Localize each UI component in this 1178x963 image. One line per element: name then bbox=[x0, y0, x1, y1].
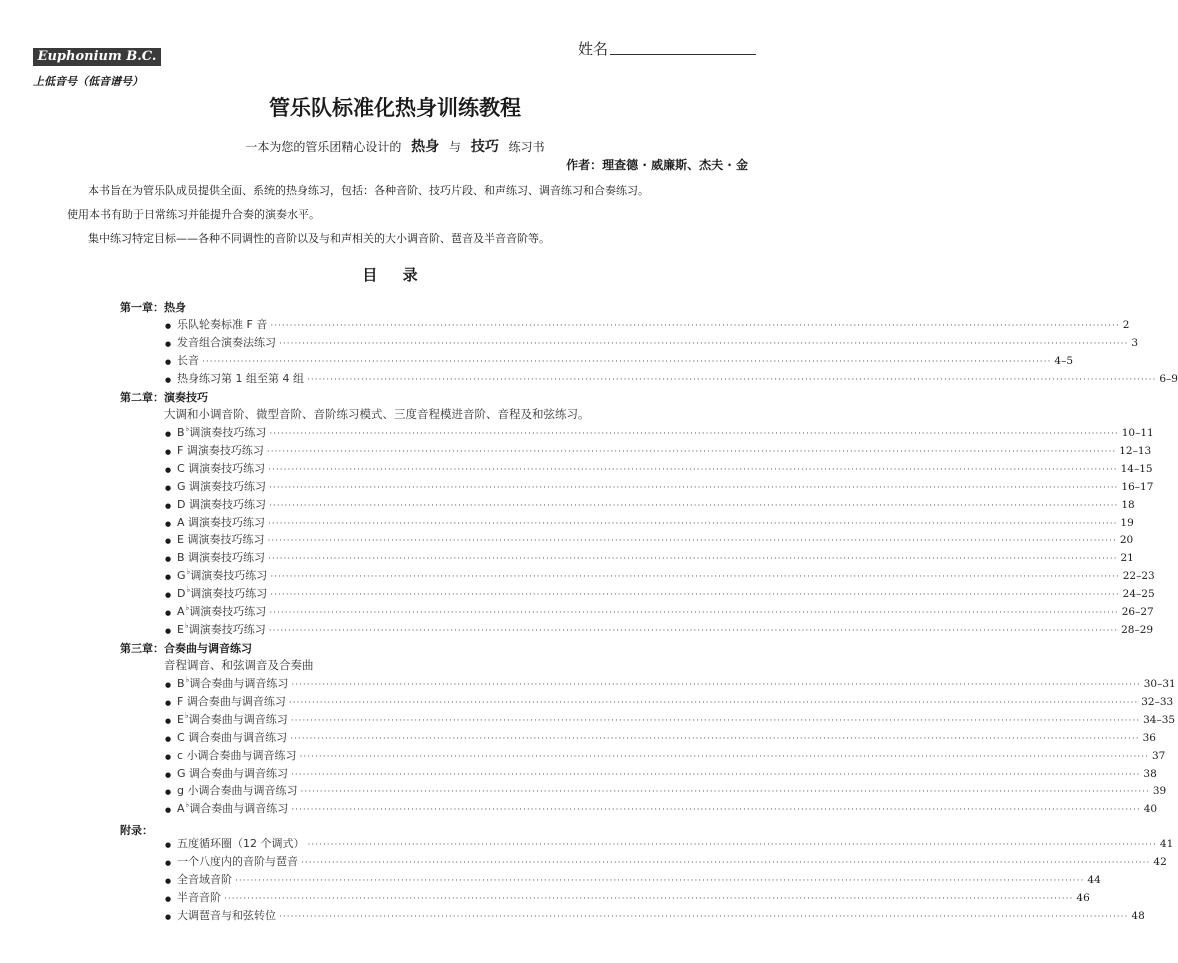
toc-entry-title bbox=[177, 531, 264, 547]
dot-leader: ···························································································································································································································· bbox=[270, 590, 1120, 601]
flat-sign-icon: ♭ bbox=[185, 603, 190, 612]
toc-entry-title bbox=[177, 907, 276, 923]
toc-entry[interactable] bbox=[165, 871, 1101, 887]
toc-page-number: 19 bbox=[1120, 516, 1134, 529]
flat-sign-icon: ♭ bbox=[184, 620, 189, 630]
subtitle-em-warmup: 热身 bbox=[411, 139, 440, 155]
toc-entry[interactable] bbox=[165, 693, 1174, 709]
dot-leader: ···························································································································································································································· bbox=[267, 536, 1117, 547]
bullet-icon: ● bbox=[165, 841, 172, 849]
flat-sign-icon: ♭ bbox=[185, 675, 190, 684]
toc-entry[interactable] bbox=[165, 531, 1134, 547]
bullet-icon: ● bbox=[165, 573, 172, 582]
toc-page-number: 16–17 bbox=[1121, 480, 1154, 493]
toc-entry-title bbox=[177, 496, 266, 512]
toc-entry[interactable] bbox=[165, 460, 1153, 476]
dot-leader: ···························································································································································································································· bbox=[299, 751, 1149, 762]
toc-entry-title bbox=[177, 765, 288, 781]
toc-entry-title bbox=[177, 460, 265, 476]
toc-entry-title bbox=[177, 800, 288, 816]
toc-entry-text: 乐队轮奏标准 F 音 bbox=[177, 318, 268, 331]
toc-entry-text: 调合奏曲与调音练习 bbox=[189, 766, 289, 780]
toc-entry[interactable] bbox=[165, 603, 1154, 619]
toc-page-number: 14–15 bbox=[1120, 462, 1153, 475]
key-letter: E bbox=[177, 622, 184, 636]
toc-page-number: 41 bbox=[1159, 838, 1174, 850]
subtitle-suffix: 练习书 bbox=[508, 140, 545, 154]
toc-entry-title bbox=[177, 693, 286, 709]
toc-entry-title bbox=[177, 889, 221, 905]
bullet-icon: ● bbox=[165, 519, 172, 528]
key-letter: F bbox=[177, 443, 184, 457]
toc-page-number: 12–13 bbox=[1119, 444, 1152, 457]
toc-entry-text: 小调合奏曲与调音练习 bbox=[187, 784, 298, 798]
subtitle-prefix: 一本为您的管乐团精心设计的 bbox=[245, 140, 402, 154]
toc-entry-title bbox=[177, 514, 265, 530]
bullet-icon: ● bbox=[165, 752, 172, 761]
toc-entry[interactable] bbox=[165, 620, 1154, 637]
toc-entry-text: 调演奏技巧练习 bbox=[188, 622, 266, 636]
bullet-icon: ● bbox=[165, 858, 172, 867]
toc-entry[interactable] bbox=[165, 442, 1152, 458]
toc-entry[interactable] bbox=[165, 675, 1176, 691]
toc-entry-text: 调合奏曲与调音练习 bbox=[188, 712, 288, 726]
key-letter: B bbox=[177, 551, 185, 565]
toc-entry-text: 调演奏技巧练习 bbox=[188, 461, 266, 475]
toc-page-number: 42 bbox=[1153, 855, 1167, 868]
dot-leader: ···························································································································································································································· bbox=[268, 464, 1118, 475]
flat-sign-icon: ♭ bbox=[186, 585, 191, 595]
dot-leader: ···························································································································································································································· bbox=[202, 356, 1052, 367]
toc-entry-text: 调合奏曲与调音练习 bbox=[189, 677, 289, 690]
dot-leader: ···························································································································································································································· bbox=[301, 857, 1151, 868]
toc-page-number: 37 bbox=[1151, 749, 1166, 762]
chapter-heading: 附录： bbox=[120, 824, 153, 837]
name-label: 姓名 bbox=[578, 40, 609, 58]
key-letter: C bbox=[177, 730, 185, 744]
toc-entry-text: 调演奏技巧练习 bbox=[189, 479, 267, 493]
chapter-description: 音程调音、和弦调音及合奏曲 bbox=[164, 658, 314, 672]
toc-page-number: 24–25 bbox=[1122, 588, 1155, 601]
toc-entry[interactable] bbox=[165, 710, 1176, 727]
flat-sign-icon: ♭ bbox=[185, 424, 190, 433]
toc-entry-text: 调演奏技巧练习 bbox=[190, 569, 268, 583]
toc-entry-title bbox=[177, 782, 297, 798]
toc-entry[interactable] bbox=[165, 316, 1130, 332]
dot-leader: ···························································································································································································································· bbox=[270, 321, 1120, 331]
dot-leader: ···························································································································································································································· bbox=[270, 572, 1120, 583]
toc-entry-text: 调演奏技巧练习 bbox=[188, 515, 266, 529]
bullet-icon: ● bbox=[165, 357, 172, 366]
subtitle-and: 与 bbox=[448, 140, 461, 154]
toc-entry-title bbox=[177, 424, 266, 440]
dot-leader: ···························································································································································································································· bbox=[268, 554, 1118, 565]
bullet-icon: ● bbox=[165, 806, 172, 815]
toc-entry-title bbox=[177, 621, 266, 637]
intro-paragraph-3: 集中练习特定目标——各种不同调性的音阶以及与和声相关的大小调音阶、琶音及半音音阶等。 bbox=[88, 232, 550, 245]
toc-page-number: 36 bbox=[1142, 731, 1156, 744]
toc-page-number: 44 bbox=[1087, 873, 1101, 886]
toc-entry-title bbox=[177, 747, 297, 763]
toc-entry[interactable] bbox=[165, 765, 1157, 781]
instrument-label: 上低音号（低音谱号） bbox=[33, 75, 143, 88]
key-letter: G bbox=[177, 479, 186, 493]
intro-paragraph-2: 使用本书有助于日常练习并能提升合奏的演奏水平。 bbox=[67, 208, 320, 221]
toc-page-number: 20 bbox=[1119, 534, 1134, 547]
toc-page-number: 28–29 bbox=[1121, 623, 1154, 636]
bullet-icon: ● bbox=[165, 322, 172, 330]
toc-page-number: 2 bbox=[1122, 319, 1130, 331]
toc-entry-title bbox=[177, 442, 264, 458]
toc-entry[interactable] bbox=[165, 835, 1174, 851]
chapter-heading: 第三章：合奏曲与调音练习 bbox=[120, 642, 252, 655]
toc-page-number: 34–35 bbox=[1143, 713, 1176, 726]
name-blank-line bbox=[610, 54, 756, 55]
dot-leader: ···························································································································································································································· bbox=[269, 429, 1119, 439]
toc-entry[interactable] bbox=[165, 729, 1156, 745]
dot-leader: ···························································································································································································································· bbox=[279, 911, 1129, 922]
bullet-icon: ● bbox=[165, 876, 172, 885]
toc-entry-title bbox=[177, 603, 266, 619]
key-letter: A bbox=[177, 605, 185, 618]
dot-leader: ···························································································································································································································· bbox=[290, 715, 1141, 726]
bullet-icon: ● bbox=[165, 734, 172, 743]
toc-entry[interactable] bbox=[165, 424, 1154, 440]
bullet-icon: ● bbox=[165, 591, 172, 600]
bullet-icon: ● bbox=[165, 894, 172, 903]
toc-entry-text: 调演奏技巧练习 bbox=[189, 605, 267, 618]
bullet-icon: ● bbox=[165, 681, 172, 689]
bullet-icon: ● bbox=[165, 430, 172, 438]
toc-entry-text: 调演奏技巧练习 bbox=[187, 533, 265, 547]
toc-entry-text: 热身练习第 1 组至第 4 组 bbox=[177, 371, 304, 385]
toc-entry-title bbox=[177, 352, 199, 368]
flat-sign-icon: ♭ bbox=[186, 567, 191, 577]
toc-entry-title bbox=[177, 549, 265, 565]
toc-entry-text: 全音域音阶 bbox=[177, 872, 232, 886]
toc-entry[interactable] bbox=[165, 370, 1178, 386]
key-letter: g bbox=[177, 784, 184, 798]
toc-entry-title bbox=[177, 316, 267, 332]
chapter-heading: 第一章：热身 bbox=[120, 301, 186, 314]
dot-leader: ···························································································································································································································· bbox=[269, 608, 1119, 618]
toc-entry-text: 大调琶音与和弦转位 bbox=[177, 908, 276, 922]
toc-entry-title bbox=[177, 871, 232, 887]
dot-leader: ···························································································································································································································· bbox=[288, 697, 1139, 708]
bullet-icon: ● bbox=[165, 788, 172, 797]
toc-page-number: 40 bbox=[1143, 803, 1158, 816]
bullet-icon: ● bbox=[165, 912, 172, 921]
bullet-icon: ● bbox=[165, 501, 172, 510]
subtitle-em-technique: 技巧 bbox=[470, 139, 499, 155]
toc-entry-text: 调演奏技巧练习 bbox=[189, 426, 267, 439]
toc-entry-title bbox=[177, 675, 288, 691]
toc-entry-title bbox=[177, 711, 288, 727]
key-letter: B bbox=[177, 426, 185, 439]
dot-leader: ···························································································································································································································· bbox=[269, 482, 1119, 493]
bullet-icon: ● bbox=[165, 770, 172, 779]
bullet-icon: ● bbox=[165, 698, 172, 707]
subtitle bbox=[0, 136, 790, 156]
chapter-description: 大调和小调音阶、微型音阶、音阶练习模式、三度音程模进音阶、音程及和弦练习。 bbox=[164, 407, 590, 421]
dot-leader: ···························································································································································································································· bbox=[307, 840, 1157, 850]
toc-entry-title bbox=[177, 729, 287, 745]
toc-page-number: 3 bbox=[1131, 336, 1139, 349]
dot-leader: ···························································································································································································································· bbox=[291, 805, 1141, 816]
toc-page-number: 48 bbox=[1131, 909, 1145, 922]
book-title: 管乐队标准化热身训练教程 bbox=[269, 96, 521, 120]
toc-entry-text: 长音 bbox=[177, 353, 199, 367]
toc-entry[interactable] bbox=[165, 496, 1135, 512]
toc-title: 目 录 bbox=[362, 266, 428, 284]
toc-page-number: 46 bbox=[1076, 891, 1090, 904]
toc-entry[interactable] bbox=[165, 800, 1158, 816]
toc-entry[interactable] bbox=[165, 747, 1166, 763]
bullet-icon: ● bbox=[165, 447, 172, 456]
flat-sign-icon: ♭ bbox=[185, 800, 190, 810]
dot-leader: ···························································································································································································································· bbox=[306, 374, 1157, 385]
key-letter: B bbox=[177, 677, 185, 690]
toc-entry-text: 发音组合演奏法练习 bbox=[177, 335, 276, 349]
dot-leader: ···························································································································································································································· bbox=[268, 500, 1119, 511]
toc-entry-title bbox=[177, 853, 298, 869]
toc-entry-text: 调演奏技巧练习 bbox=[186, 443, 264, 457]
toc-entry[interactable] bbox=[165, 907, 1145, 923]
toc-entry-text: 调演奏技巧练习 bbox=[188, 497, 266, 511]
dot-leader: ···························································································································································································································· bbox=[300, 787, 1150, 798]
toc-entry-text: 小调合奏曲与调音练习 bbox=[186, 748, 297, 762]
toc-entry-title bbox=[177, 585, 267, 601]
toc-entry[interactable] bbox=[165, 478, 1154, 494]
key-letter: E bbox=[177, 712, 184, 726]
toc-page-number: 10–11 bbox=[1121, 427, 1154, 439]
toc-entry[interactable] bbox=[165, 782, 1167, 798]
toc-page-number: 32–33 bbox=[1141, 695, 1174, 708]
toc-page-number: 18 bbox=[1121, 498, 1135, 511]
toc-page-number: 22–23 bbox=[1122, 570, 1155, 583]
bullet-icon: ● bbox=[165, 555, 172, 564]
bullet-icon: ● bbox=[165, 339, 172, 348]
toc-entry-text: 调合奏曲与调音练习 bbox=[189, 802, 289, 816]
toc-page-number: 6–9 bbox=[1159, 372, 1178, 385]
toc-page-number: 30–31 bbox=[1143, 678, 1176, 690]
key-letter: F bbox=[177, 694, 184, 708]
key-letter: G bbox=[177, 569, 186, 583]
dot-leader: ···························································································································································································································· bbox=[268, 518, 1118, 529]
chapter-heading: 第二章：演奏技巧 bbox=[120, 391, 208, 404]
toc-entry-title bbox=[177, 370, 304, 386]
bullet-icon: ● bbox=[165, 483, 172, 492]
dot-leader: ···························································································································································································································· bbox=[279, 338, 1129, 349]
toc-entry[interactable] bbox=[165, 334, 1139, 350]
toc-entry-title bbox=[177, 334, 276, 350]
key-letter: D bbox=[177, 587, 186, 601]
toc-entry-text: 调演奏技巧练习 bbox=[188, 551, 266, 565]
toc-entry[interactable] bbox=[165, 889, 1090, 905]
dot-leader: ···························································································································································································································· bbox=[266, 446, 1117, 457]
dot-leader: ···························································································································································································································· bbox=[291, 769, 1141, 780]
bullet-icon: ● bbox=[165, 537, 172, 546]
toc-entry-text: 调合奏曲与调音练习 bbox=[186, 694, 286, 708]
toc-entry-text: 五度循环圈（12 个调式） bbox=[177, 837, 305, 850]
toc-entry[interactable] bbox=[165, 549, 1134, 565]
dot-leader: ···························································································································································································································· bbox=[235, 875, 1085, 886]
key-letter: A bbox=[177, 515, 185, 529]
toc-entry-text: 半音音阶 bbox=[177, 890, 221, 904]
dot-leader: ···························································································································································································································· bbox=[291, 680, 1141, 690]
toc-entry-title bbox=[177, 478, 266, 494]
bullet-icon: ● bbox=[165, 465, 172, 474]
instrument-badge: Euphonium B.C. bbox=[33, 48, 161, 66]
toc-entry[interactable] bbox=[165, 352, 1074, 368]
toc-page-number: 39 bbox=[1152, 785, 1167, 798]
toc-page-number: 26–27 bbox=[1121, 606, 1154, 618]
toc-page-number: 21 bbox=[1120, 552, 1134, 565]
toc-page-number: 4–5 bbox=[1054, 354, 1074, 367]
intro-paragraph-1: 本书旨在为管乐队成员提供全面、系统的热身练习，包括：各种音阶、技巧片段、和声练习、调音练习和合奏练习。 bbox=[88, 184, 649, 197]
key-letter: c bbox=[177, 748, 184, 762]
toc-entry[interactable] bbox=[165, 514, 1134, 530]
dot-leader: ···························································································································································································································· bbox=[268, 625, 1119, 636]
key-letter: A bbox=[177, 802, 185, 816]
key-letter: E bbox=[177, 533, 184, 547]
toc-entry[interactable] bbox=[165, 585, 1155, 601]
toc-entry-title bbox=[177, 567, 267, 583]
toc-page-number: 38 bbox=[1143, 767, 1157, 780]
bullet-icon: ● bbox=[165, 609, 172, 617]
toc-entry-text: 调演奏技巧练习 bbox=[190, 587, 268, 601]
key-letter: D bbox=[177, 497, 186, 511]
toc-entry-text: 调合奏曲与调音练习 bbox=[188, 730, 288, 744]
dot-leader: ···························································································································································································································· bbox=[290, 733, 1140, 744]
toc-entry[interactable] bbox=[165, 853, 1167, 869]
toc-entry-text: 一个八度内的音阶与琶音 bbox=[177, 854, 298, 868]
flat-sign-icon: ♭ bbox=[184, 710, 189, 720]
bullet-icon: ● bbox=[165, 375, 172, 384]
key-letter: C bbox=[177, 461, 185, 475]
key-letter: G bbox=[177, 766, 186, 780]
bullet-icon: ● bbox=[165, 716, 172, 725]
toc-entry[interactable] bbox=[165, 567, 1155, 583]
toc-entry-title bbox=[177, 835, 305, 851]
author-line: 作者：理查德 · 威廉斯、杰夫 · 金 bbox=[566, 158, 748, 172]
dot-leader: ···························································································································································································································· bbox=[224, 893, 1074, 904]
bullet-icon: ● bbox=[165, 626, 172, 635]
